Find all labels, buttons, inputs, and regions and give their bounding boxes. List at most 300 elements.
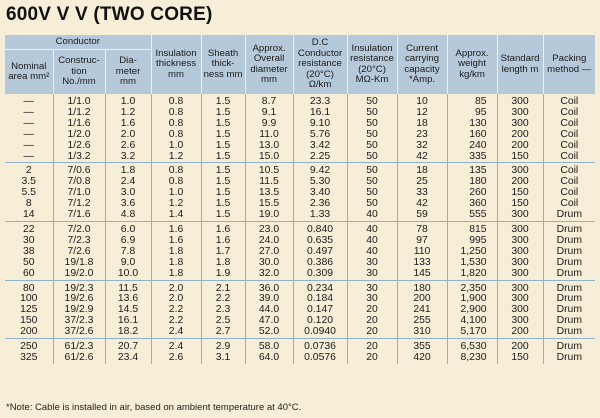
cell-insulation-resistance: 40 [347,236,397,247]
table-row [5,353,595,364]
cell-packing-method: Coil [543,177,595,188]
cell-construction: 1/1.6 [53,119,105,130]
table-row [5,258,595,269]
cell-weight: 1,250 [447,247,497,258]
cell-diameter: 23.4 [105,353,151,364]
cell-overall-diameter: 11.5 [245,177,293,188]
cell-construction: 1/1.0 [53,94,105,108]
table-row [5,339,595,353]
cell-current-capacity: 12 [397,108,447,119]
cell-dc-resistance: 3.42 [293,141,347,152]
table-row [5,294,595,305]
cell-diameter: 20.7 [105,339,151,353]
cell-construction: 7/2.0 [53,221,105,235]
cell-nominal-area: 22 [5,221,53,235]
cell-packing-method: Drum [543,294,595,305]
cell-overall-diameter: 24.0 [245,236,293,247]
cell-overall-diameter: 9.1 [245,108,293,119]
cell-weight: 335 [447,152,497,163]
cell-insulation-thickness: 1.0 [151,141,201,152]
cell-diameter: 18.2 [105,327,151,338]
cell-construction: 61/2.6 [53,353,105,364]
cell-diameter: 1.2 [105,108,151,119]
cell-current-capacity: 355 [397,339,447,353]
cell-insulation-thickness: 0.8 [151,163,201,177]
table-row [5,152,595,163]
cell-weight: 6,530 [447,339,497,353]
cell-dc-resistance: 0.386 [293,258,347,269]
cell-overall-diameter: 13.5 [245,188,293,199]
cell-packing-method: Drum [543,339,595,353]
cell-dc-resistance: 0.0736 [293,339,347,353]
cell-dc-resistance: 0.497 [293,247,347,258]
cell-nominal-area: 2 [5,163,53,177]
cell-sheath-thickness: 1.9 [201,269,245,280]
cell-current-capacity: 78 [397,221,447,235]
cell-overall-diameter: 58.0 [245,339,293,353]
cell-weight: 260 [447,188,497,199]
cell-current-capacity: 33 [397,188,447,199]
cell-diameter: 1.6 [105,119,151,130]
cell-sheath-thickness: 2.2 [201,294,245,305]
cell-insulation-resistance: 20 [347,305,397,316]
cell-standard-length: 300 [497,316,543,327]
header-current-capacity: Current carrying capacity *Amp. [397,35,447,94]
cell-overall-diameter: 32.0 [245,269,293,280]
cell-standard-length: 300 [497,269,543,280]
cell-standard-length: 150 [497,188,543,199]
cell-nominal-area: 38 [22,245,35,257]
cell-insulation-thickness: 2.4 [151,327,201,338]
cell-sheath-thickness: 2.7 [201,327,245,338]
cell-diameter: 14.5 [105,305,151,316]
cell-sheath-thickness: 1.5 [201,188,245,199]
cell-insulation-resistance: 50 [347,119,397,130]
cell-weight: 180 [447,177,497,188]
cell-packing-method: Drum [543,236,595,247]
cell-overall-diameter: 9.9 [245,119,293,130]
cell-weight: 815 [447,221,497,235]
cell-diameter: 4.8 [105,210,151,221]
cell-construction: 37/2.3 [53,316,105,327]
cell-current-capacity: 18 [397,163,447,177]
cell-overall-diameter: 52.0 [245,327,293,338]
cell-nominal-area: — [23,128,34,140]
table-row [5,141,595,152]
cell-nominal-area: 8 [25,198,32,210]
cell-dc-resistance: 16.1 [293,108,347,119]
cell-overall-diameter: 39.0 [245,294,293,305]
cell-diameter: 2.6 [105,141,151,152]
cell-sheath-thickness: 1.6 [201,236,245,247]
cell-overall-diameter: 8.7 [245,94,293,108]
cell-packing-method: Drum [543,221,595,235]
cell-dc-resistance: 2.36 [293,199,347,210]
cell-overall-diameter: 13.0 [245,141,293,152]
cell-construction: 7/2.3 [53,236,105,247]
cell-overall-diameter: 44.0 [245,305,293,316]
cell-insulation-resistance: 20 [347,353,397,364]
cell-current-capacity: 241 [397,305,447,316]
cell-standard-length: 300 [497,305,543,316]
cell-standard-length: 300 [497,119,543,130]
table-row [5,236,595,247]
cell-weight: 240 [447,141,497,152]
cell-packing-method: Drum [543,316,595,327]
cell-nominal-area: 325 [20,351,38,363]
cell-standard-length: 200 [497,327,543,338]
cell-weight: 5,170 [447,327,497,338]
cell-overall-diameter: 15.0 [245,152,293,163]
cell-standard-length: 300 [497,94,543,108]
table-row [5,188,595,199]
cell-nominal-area: — [23,150,34,162]
cell-current-capacity: 310 [397,327,447,338]
table-row [5,316,595,327]
cell-weight: 1,530 [447,258,497,269]
cell-nominal-area: 3.5 [21,176,36,188]
cell-diameter: 6.0 [105,221,151,235]
cell-sheath-thickness: 3.1 [201,353,245,364]
cell-current-capacity: 180 [397,280,447,294]
cell-diameter: 1.0 [105,94,151,108]
cell-insulation-thickness: 2.2 [151,305,201,316]
cell-insulation-thickness: 1.6 [151,221,201,235]
cell-weight: 4,100 [447,316,497,327]
cell-weight: 85 [447,94,497,108]
cell-weight: 1,900 [447,294,497,305]
cell-construction: 19/2.9 [53,305,105,316]
cell-weight: 2,350 [447,280,497,294]
cell-packing-method: Coil [543,108,595,119]
cell-insulation-resistance: 30 [347,294,397,305]
header-weight: Approx. weight kg/km [447,35,497,94]
cell-nominal-area: 100 [20,293,38,305]
cell-diameter: 6.9 [105,236,151,247]
cell-diameter: 1.8 [105,163,151,177]
cell-insulation-thickness: 0.8 [151,108,201,119]
cell-construction: 19/2.6 [53,294,105,305]
cell-current-capacity: 420 [397,353,447,364]
cell-packing-method: Coil [543,94,595,108]
cell-overall-diameter: 10.5 [245,163,293,177]
cell-construction: 19/2.3 [53,280,105,294]
cell-standard-length: 300 [497,236,543,247]
cell-construction: 7/1.2 [53,199,105,210]
cell-standard-length: 300 [497,280,543,294]
cell-packing-method: Coil [543,199,595,210]
cell-diameter: 7.8 [105,247,151,258]
cell-insulation-resistance: 20 [347,327,397,338]
cell-diameter: 16.1 [105,316,151,327]
cell-weight: 130 [447,119,497,130]
cell-insulation-resistance: 30 [347,269,397,280]
cell-standard-length: 150 [497,152,543,163]
cell-overall-diameter: 19.0 [245,210,293,221]
cell-weight: 555 [447,210,497,221]
cell-sheath-thickness: 1.7 [201,247,245,258]
table-body [5,94,595,364]
cell-construction: 1/1.2 [53,108,105,119]
cell-sheath-thickness: 2.1 [201,280,245,294]
cell-diameter: 11.5 [105,280,151,294]
cell-diameter: 2.4 [105,177,151,188]
cell-dc-resistance: 5.76 [293,130,347,141]
cell-packing-method: Coil [543,119,595,130]
cell-dc-resistance: 9.10 [293,119,347,130]
cell-diameter: 13.6 [105,294,151,305]
cell-standard-length: 300 [497,247,543,258]
table-row [5,94,595,108]
header-overall-diameter: Approx. Overall diameter mm [245,35,293,94]
cell-packing-method: Coil [543,163,595,177]
cell-insulation-resistance: 40 [347,247,397,258]
cell-sheath-thickness: 2.9 [201,339,245,353]
cell-current-capacity: 255 [397,316,447,327]
cell-current-capacity: 133 [397,258,447,269]
cell-overall-diameter: 27.0 [245,247,293,258]
cell-current-capacity: 18 [397,119,447,130]
cell-weight: 8,230 [447,353,497,364]
cell-insulation-resistance: 50 [347,130,397,141]
cell-dc-resistance: 0.184 [293,294,347,305]
cell-construction: 7/0.8 [53,177,105,188]
cell-weight: 360 [447,199,497,210]
cell-overall-diameter: 15.5 [245,199,293,210]
cell-standard-length: 200 [497,141,543,152]
cell-nominal-area: — [23,96,34,107]
cell-sheath-thickness: 1.5 [201,130,245,141]
cell-construction: 61/2.3 [53,339,105,353]
table-row [5,280,595,294]
cell-dc-resistance: 0.0940 [293,327,347,338]
cell-sheath-thickness: 2.3 [201,305,245,316]
cell-packing-method: Drum [543,258,595,269]
cell-sheath-thickness: 1.5 [201,199,245,210]
cell-diameter: 3.2 [105,152,151,163]
cell-packing-method: Drum [543,305,595,316]
cell-nominal-area: 250 [5,339,53,353]
cell-current-capacity: 59 [397,210,447,221]
cell-dc-resistance: 0.234 [293,280,347,294]
cell-packing-method: Coil [543,130,595,141]
cell-current-capacity: 32 [397,141,447,152]
cell-insulation-thickness: 1.8 [151,258,201,269]
cell-packing-method: Drum [543,353,595,364]
cell-dc-resistance: 23.3 [293,94,347,108]
cell-nominal-area: 14 [22,209,35,221]
cell-standard-length: 200 [497,177,543,188]
cell-dc-resistance: 0.120 [293,316,347,327]
cell-nominal-area: — [23,139,34,151]
cell-current-capacity: 23 [397,130,447,141]
table-row [5,269,595,280]
cell-dc-resistance: 0.0576 [293,353,347,364]
table-row [5,247,595,258]
cell-packing-method: Drum [543,269,595,280]
cell-insulation-thickness: 0.8 [151,177,201,188]
cell-diameter: 3.0 [105,188,151,199]
cell-overall-diameter: 36.0 [245,280,293,294]
cell-standard-length: 150 [497,199,543,210]
header-sheath-thickness: Sheath thick- ness mm [201,35,245,94]
cell-dc-resistance: 2.25 [293,152,347,163]
cell-overall-diameter: 47.0 [245,316,293,327]
cell-nominal-area: 150 [20,315,38,327]
table-row [5,130,595,141]
header-construction: Construc- tion No./mm [53,50,105,95]
table-row [5,119,595,130]
cell-insulation-resistance: 50 [347,188,397,199]
cell-nominal-area: 5.5 [21,187,36,199]
cell-construction: 7/0.6 [53,163,105,177]
cell-sheath-thickness: 1.5 [201,177,245,188]
cell-packing-method: Coil [543,152,595,163]
table-row [5,177,595,188]
cell-current-capacity: 42 [397,152,447,163]
cell-insulation-resistance: 30 [347,280,397,294]
cell-nominal-area: 30 [22,234,35,246]
cell-sheath-thickness: 1.5 [201,141,245,152]
table-row [5,210,595,221]
cell-standard-length: 200 [497,339,543,353]
cell-insulation-thickness: 0.8 [151,94,201,108]
cell-construction: 7/2.6 [53,247,105,258]
cell-dc-resistance: 5.30 [293,177,347,188]
table-row [5,327,595,338]
cell-current-capacity: 200 [397,294,447,305]
cell-construction: 19/2.0 [53,269,105,280]
table-row [5,163,595,177]
cell-dc-resistance: 1.33 [293,210,347,221]
cell-construction: 37/2.6 [53,327,105,338]
cell-insulation-resistance: 50 [347,108,397,119]
cell-insulation-resistance: 50 [347,177,397,188]
cell-insulation-thickness: 1.4 [151,210,201,221]
table-row [5,199,595,210]
cell-nominal-area: 200 [20,326,38,338]
header-dc-resistance: D.C Conductor resistance (20°C) Ω/km [293,35,347,94]
cell-sheath-thickness: 1.8 [201,258,245,269]
cell-current-capacity: 42 [397,199,447,210]
cell-nominal-area: — [23,117,34,129]
cell-standard-length: 300 [497,163,543,177]
cell-insulation-thickness: 1.2 [151,152,201,163]
cell-nominal-area: — [23,106,34,118]
header-conductor: Conductor [5,35,151,50]
cell-current-capacity: 97 [397,236,447,247]
cell-standard-length: 300 [497,221,543,235]
cell-current-capacity: 110 [397,247,447,258]
cell-construction: 1/3.2 [53,152,105,163]
cell-insulation-resistance: 50 [347,163,397,177]
cell-overall-diameter: 23.0 [245,221,293,235]
cell-insulation-resistance: 40 [347,210,397,221]
page-title: 600V V V (TWO CORE) [6,4,213,25]
cell-insulation-thickness: 0.8 [151,119,201,130]
cell-sheath-thickness: 1.5 [201,119,245,130]
header-standard-length: Standard length m [497,35,543,94]
cell-packing-method: Drum [543,210,595,221]
cell-dc-resistance: 0.635 [293,236,347,247]
cell-insulation-thickness: 1.0 [151,188,201,199]
header-nominal-area: Nominal area mm² [5,50,53,95]
cell-sheath-thickness: 1.5 [201,210,245,221]
cell-standard-length: 150 [497,353,543,364]
cell-sheath-thickness: 1.6 [201,221,245,235]
cell-standard-length: 300 [497,108,543,119]
cell-insulation-thickness: 2.0 [151,294,201,305]
cell-packing-method: Drum [543,327,595,338]
cell-packing-method: Drum [543,247,595,258]
cell-nominal-area: 50 [22,256,35,268]
cell-overall-diameter: 64.0 [245,353,293,364]
cell-sheath-thickness: 1.5 [201,108,245,119]
cell-packing-method: Coil [543,188,595,199]
cell-insulation-resistance: 30 [347,258,397,269]
cell-sheath-thickness: 2.5 [201,316,245,327]
cell-packing-method: Coil [543,141,595,152]
cell-insulation-resistance: 20 [347,339,397,353]
cell-insulation-thickness: 1.8 [151,247,201,258]
cell-overall-diameter: 30.0 [245,258,293,269]
cell-insulation-thickness: 2.4 [151,339,201,353]
cell-dc-resistance: 3.40 [293,188,347,199]
cell-construction: 7/1.0 [53,188,105,199]
cell-standard-length: 300 [497,294,543,305]
cell-construction: 1/2.0 [53,130,105,141]
cell-nominal-area: 125 [20,304,38,316]
cell-weight: 160 [447,130,497,141]
cell-nominal-area: 60 [22,267,35,279]
cell-diameter: 3.6 [105,199,151,210]
cell-insulation-thickness: 0.8 [151,130,201,141]
cell-dc-resistance: 0.147 [293,305,347,316]
cell-insulation-thickness: 1.2 [151,199,201,210]
cell-dc-resistance: 9.42 [293,163,347,177]
cell-construction: 7/1.6 [53,210,105,221]
cell-weight: 135 [447,163,497,177]
cell-overall-diameter: 11.0 [245,130,293,141]
cell-sheath-thickness: 1.5 [201,94,245,108]
cell-packing-method: Drum [543,280,595,294]
cell-insulation-resistance: 50 [347,152,397,163]
cell-standard-length: 200 [497,130,543,141]
cell-diameter: 10.0 [105,269,151,280]
cell-insulation-resistance: 50 [347,199,397,210]
cell-current-capacity: 145 [397,269,447,280]
cell-insulation-thickness: 1.8 [151,269,201,280]
table-row [5,221,595,235]
cell-sheath-thickness: 1.5 [201,152,245,163]
footnote: *Note: Cable is installed in air, based on ambient temperature at 40°C. [6,402,302,413]
cell-diameter: 2.0 [105,130,151,141]
cell-sheath-thickness: 1.5 [201,163,245,177]
cell-standard-length: 300 [497,258,543,269]
header-packing-method: Packing method — [543,35,595,94]
cell-current-capacity: 25 [397,177,447,188]
cell-diameter: 9.0 [105,258,151,269]
cell-insulation-resistance: 50 [347,141,397,152]
cell-insulation-thickness: 1.6 [151,236,201,247]
header-diameter: Dia- meter mm [105,50,151,95]
cell-insulation-resistance: 50 [347,94,397,108]
cell-insulation-resistance: 20 [347,316,397,327]
cell-insulation-thickness: 2.6 [151,353,201,364]
cell-current-capacity: 10 [397,94,447,108]
cell-nominal-area: 80 [5,280,53,294]
cell-weight: 995 [447,236,497,247]
